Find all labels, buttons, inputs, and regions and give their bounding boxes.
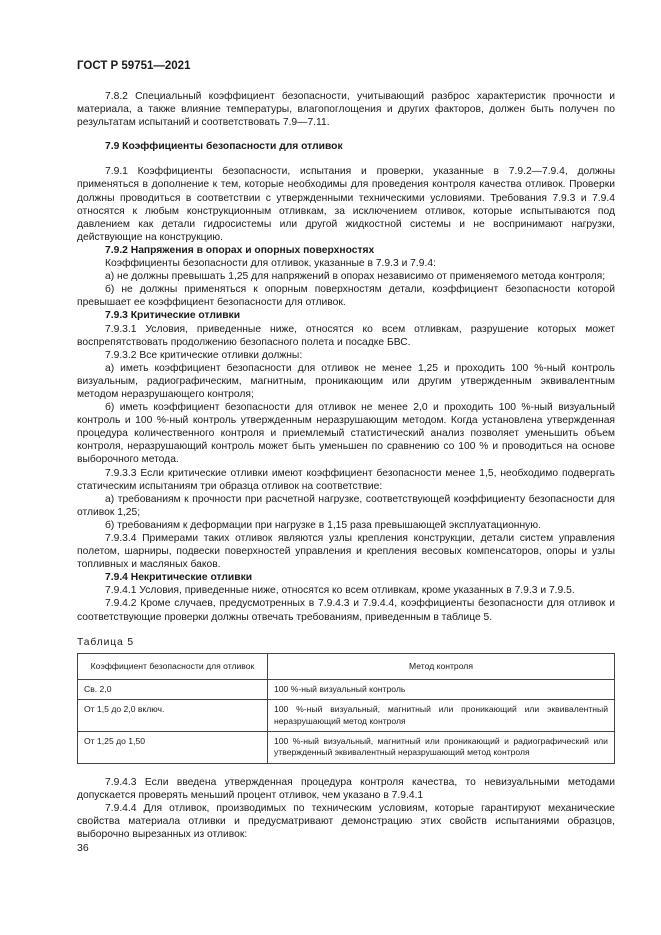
paragraph-7-9-3-3: 7.9.3.3 Если критические отливки имеют коэффициент безопасности менее 1,5, необходимо подвергать статическим испытаниям три образца отливок на соответствие:: [77, 467, 615, 492]
table-cell: От 1,25 до 1,50: [78, 731, 268, 763]
paragraph-7-9-3-2: 7.9.3.2 Все критические отливки должны:: [105, 349, 303, 361]
list-item: б) не должны применяться к опорным поверхностям детали, коэффициент безопасности которой превышает ее коэффициент безопасности для отливок.: [77, 284, 615, 309]
table-header-cell: Коэффициент безопасности для отливок: [78, 653, 268, 679]
list-item: б) иметь коэффициент безопасности для отливок не менее 2,0 и проходить 100 %-ный визуальный контроль и 100 %-ный контроль утвержденным неразрушающим методом. Когда установлена утвержденная процедура количественного контроля и приемлемый статистический анализ позволяет уменьшить объем контроля, неразрушающий контроль может быть уменьшен по сравнению со 100 % и проводиться на основе выборочного метода.: [77, 402, 615, 466]
paragraph-7-9-4-3: 7.9.4.3 Если введена утвержденная процедура контроля качества, то невизуальными методами допускается проверять меньший процент отливок, чем указано в 7.9.4.1: [77, 776, 615, 801]
subsection-heading-7-9-2: 7.9.2 Напряжения в опорах и опорных поверхностях: [105, 244, 375, 256]
paragraph-7-9-4-4: 7.9.4.4 Для отливок, производимых по техническим условиям, которые гарантируют механические свойства материала отливки и предусматривают демонстрацию этих свойств испытаниями образцов, выборочно вырезанных из отливок:: [77, 802, 615, 840]
table-header-row: [78, 653, 615, 679]
document-body: [77, 90, 615, 841]
section-heading-7-9: 7.9 Коэффициенты безопасности для отливок: [105, 141, 343, 153]
list-item: а) не должны превышать 1,25 для напряжений в опорах независимо от применяемого метода контроля;: [105, 271, 606, 283]
table-cell: 100 %-ный визуальный контроль: [268, 680, 615, 700]
list-item: а) иметь коэффициент безопасности для отливок не менее 1,25 и проходить 100 %-ный контроль визуальным, радиографическим, магнитным, проникающим или другим утвержденным эквивалентным методом неразрушающего контроля;: [77, 362, 615, 400]
page-number: 36: [77, 842, 89, 854]
table-label: Таблица 5: [77, 636, 135, 648]
paragraph-7-9-3-1: 7.9.3.1 Условия, приведенные ниже, относятся ко всем отливкам, разрушение которых может воспрепятствовать продолжению безопасного полета и посадке БВС.: [77, 323, 615, 348]
subsection-heading-7-9-4: 7.9.4 Некритические отливки: [105, 572, 253, 584]
paragraph: Коэффициенты безопасности для отливок, указанные в 7.9.3 и 7.9.4:: [105, 258, 436, 270]
subsection-heading-7-9-3: 7.9.3 Критические отливки: [105, 310, 241, 322]
table-cell: От 1,5 до 2,0 включ.: [78, 700, 268, 732]
table-row: [78, 700, 615, 732]
list-item: б) требованиям к деформации при нагрузке в 1,15 раза превышающей эксплуатационную.: [105, 519, 541, 531]
table-header-cell: Метод контроля: [268, 653, 615, 679]
table-row: [78, 680, 615, 700]
table-5: [77, 653, 615, 764]
table-cell: 100 %-ный визуальный, магнитный или проникающий и радиографический или утвержденный эквивалентный неразрушающий метод контроля: [268, 731, 615, 763]
paragraph-7-8-2: 7.8.2 Специальный коэффициент безопасности, учитывающий разброс характеристик прочности и материала, а также влияние температуры, влагопоглощения и других факторов, должен быть получен по результатам испытаний и соответствовать 7.9—7.11.: [77, 91, 615, 129]
paragraph-7-9-1: 7.9.1 Коэффициенты безопасности, испытания и проверки, указанные в 7.9.2—7.9.4, должны применяться в дополнение к тем, которые необходимы для проведения контроля качества отливок. Проверки должны проводиться в соответствии с утвержденными техническими условиями. Требования 7.9.3 и 7.9.4 относятся к любым конструкционным отливкам, за исключением отливок, которые испытываются под давлением как детали гидросистемы или другой жидкостной системы и не воспринимают нагрузки, действующие на конструкцию.: [77, 166, 615, 243]
paragraph-7-9-3-4: 7.9.3.4 Примерами таких отливок являются узлы крепления конструкции, детали систем управления полетом, шарниры, подвески поверхностей управления и крепления весовых компенсаторов, опоры и узлы топливных и масляных баков.: [77, 533, 615, 571]
paragraph-7-9-4-1: 7.9.4.1 Условия, приведенные ниже, относятся ко всем отливкам, кроме указанных в 7.9.3 и 7.9.5.: [105, 585, 575, 597]
table-cell: Св. 2,0: [78, 680, 268, 700]
paragraph-7-9-4-2: 7.9.4.2 Кроме случаев, предусмотренных в 7.9.4.3 и 7.9.4.4, коэффициенты безопасности для отливок и соответствующие проверки должны отвечать требованиям, приведенным в таблице 5.: [77, 598, 615, 623]
table-row: [78, 731, 615, 763]
list-item: а) требованиям к прочности при расчетной нагрузке, соответствующей коэффициенту безопасности для отливок 1,25;: [77, 493, 615, 518]
standard-header: ГОСТ Р 59751—2021: [77, 60, 191, 72]
table-cell: 100 %-ный визуальный, магнитный или проникающий или эквивалентный неразрушающий метод контроля: [268, 700, 615, 732]
